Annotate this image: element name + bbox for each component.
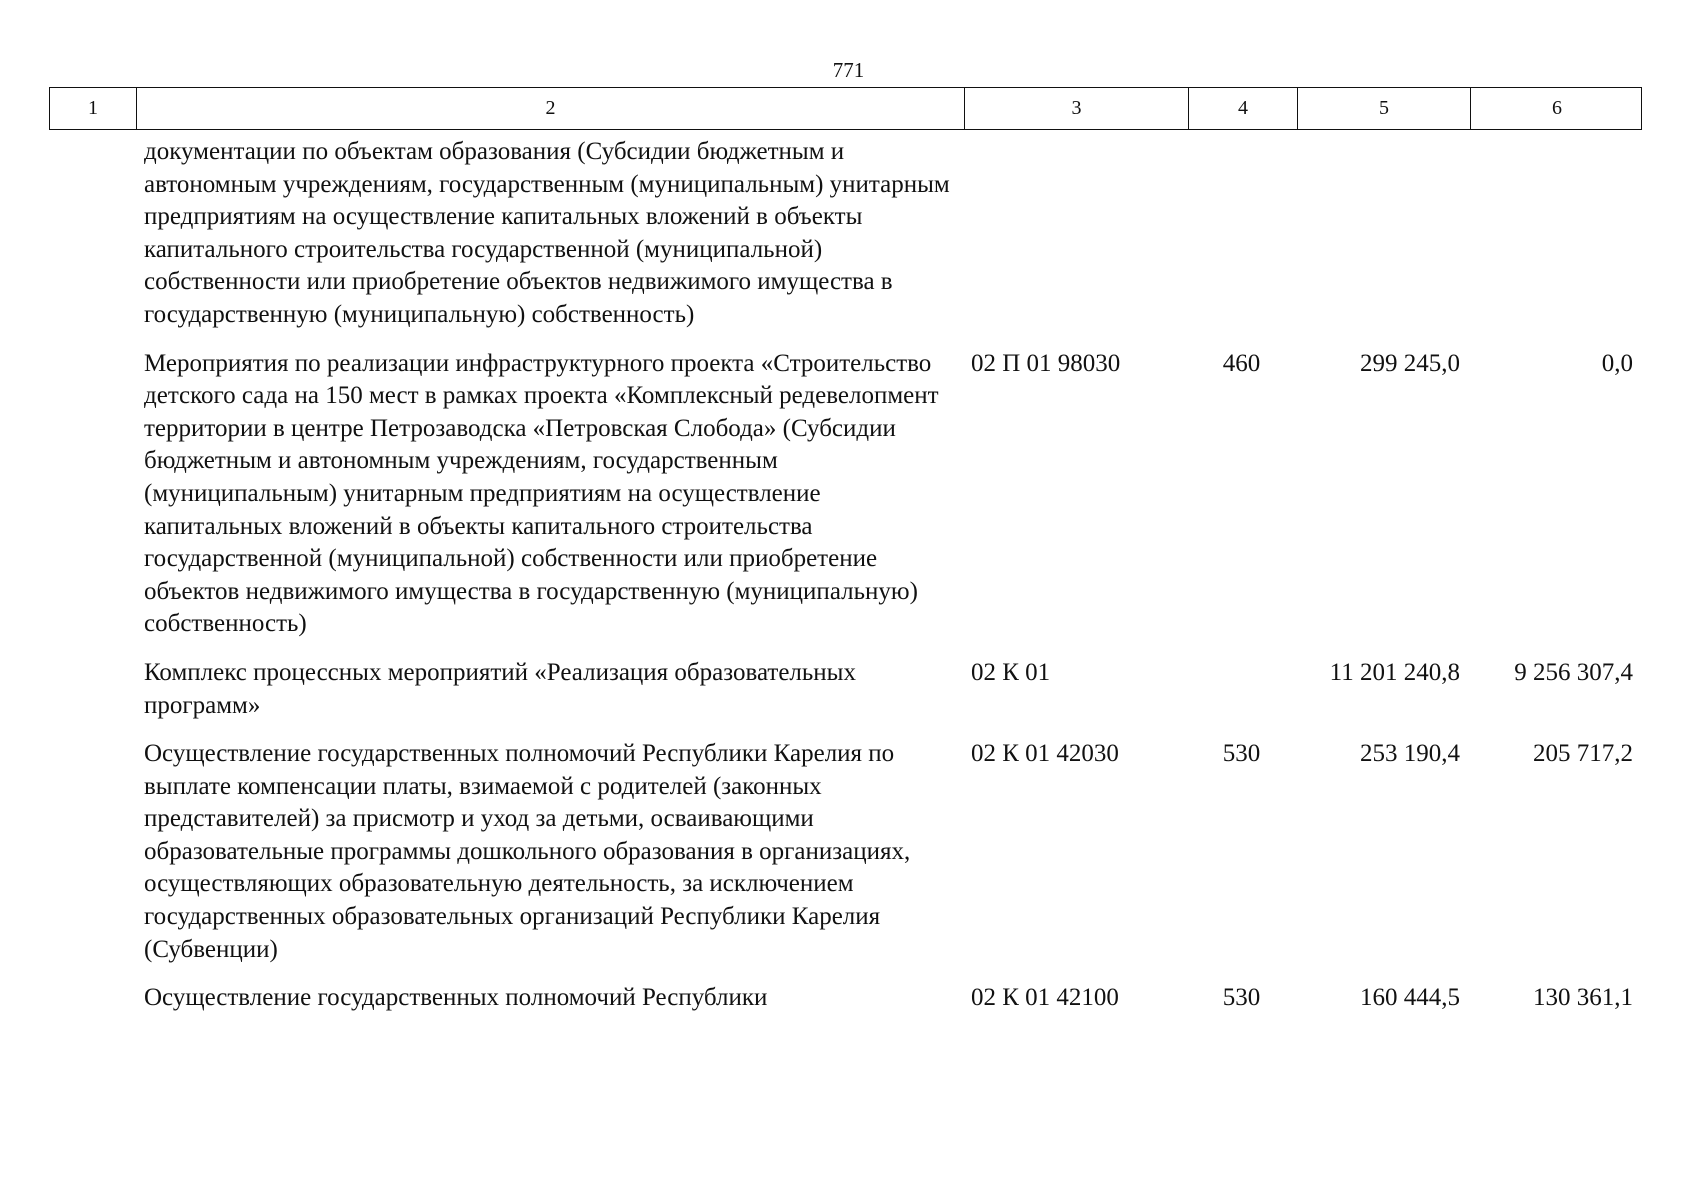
expense-name: Осуществление государственных полномочий Республики [144,984,768,1012]
expense-name: Комплекс процессных мероприятий «Реализация образовательных программ» [144,658,856,719]
expense-type-code [1187,136,1296,332]
target-article-code: 02 К 01 42100 [971,984,1119,1012]
amount-column-5 [1296,136,1469,332]
amount-column-5: 11 201 240,8 [1329,658,1460,686]
expense-name: Осуществление государственных полномочий Республики Карелия по выплате компенсации платы, взимаемой с родителей (законных представителей) за присмотр и уход за детьми, осваивающими образовательные программы дошкольного образования в организациях, осуществляющих образовательную деятельность, за исключением государственных образовательных организаций Республики Карелия (Субвенции) [144,740,911,963]
target-article-code: 02 К 01 42030 [971,740,1119,768]
expense-type-code [1187,657,1296,722]
amount-column-6 [1469,136,1642,332]
table-row [49,348,1642,641]
column-number-2: 2 [136,88,964,129]
target-article-code: 02 П 01 98030 [971,349,1121,377]
column-number-6: 6 [1470,88,1643,129]
amount-column-6: 0,0 [1601,349,1633,377]
table-row [49,657,1642,722]
page-number: 771 [832,58,865,82]
table-row [49,136,1642,332]
amount-column-5: 253 190,4 [1360,740,1460,768]
column-number-3: 3 [964,88,1188,129]
expense-type-code: 530 [1222,740,1261,768]
amount-column-5: 160 444,5 [1360,984,1460,1012]
column-number-5: 5 [1297,88,1470,129]
amount-column-6: 130 361,1 [1533,984,1633,1012]
expense-name: документации по объектам образования (Субсидии бюджетным и автономным учреждениям, государственным (муниципальным) унитарным предприятиям на осуществление капитальных вложений в объекты капитального строительства государственной (муниципальной) собственности или приобретение объектов недвижимого имущества в государственную (муниципальную) собственность) [144,138,950,328]
budget-table-body [49,136,1642,1015]
column-number-header [49,87,1642,130]
expense-type-code: 530 [1222,984,1261,1012]
amount-column-6: 205 717,2 [1533,740,1633,768]
table-row [49,982,1642,1015]
column-number-1: 1 [88,97,98,119]
table-row [49,738,1642,966]
column-number-4: 4 [1188,88,1297,129]
target-article-code [963,136,1187,332]
expense-name: Мероприятия по реализации инфраструктурного проекта «Строительство детского сада на 150 мест в рамках проекта «Комплексный редевелопмент территории в центре Петрозаводска «Петровская Слобода» (Субсидии бюджетным и автономным учреждениям, государственным (муниципальным) унитарным предприятиям на осуществление капитальных вложений в объекты капитального строительства государственной (муниципальной) собственности или приобретение объектов недвижимого имущества в государственную (муниципальную) собственность) [144,349,939,638]
expense-type-code: 460 [1222,349,1261,377]
amount-column-6: 9 256 307,4 [1514,658,1633,686]
amount-column-5: 299 245,0 [1360,349,1460,377]
target-article-code: 02 К 01 [971,658,1051,686]
